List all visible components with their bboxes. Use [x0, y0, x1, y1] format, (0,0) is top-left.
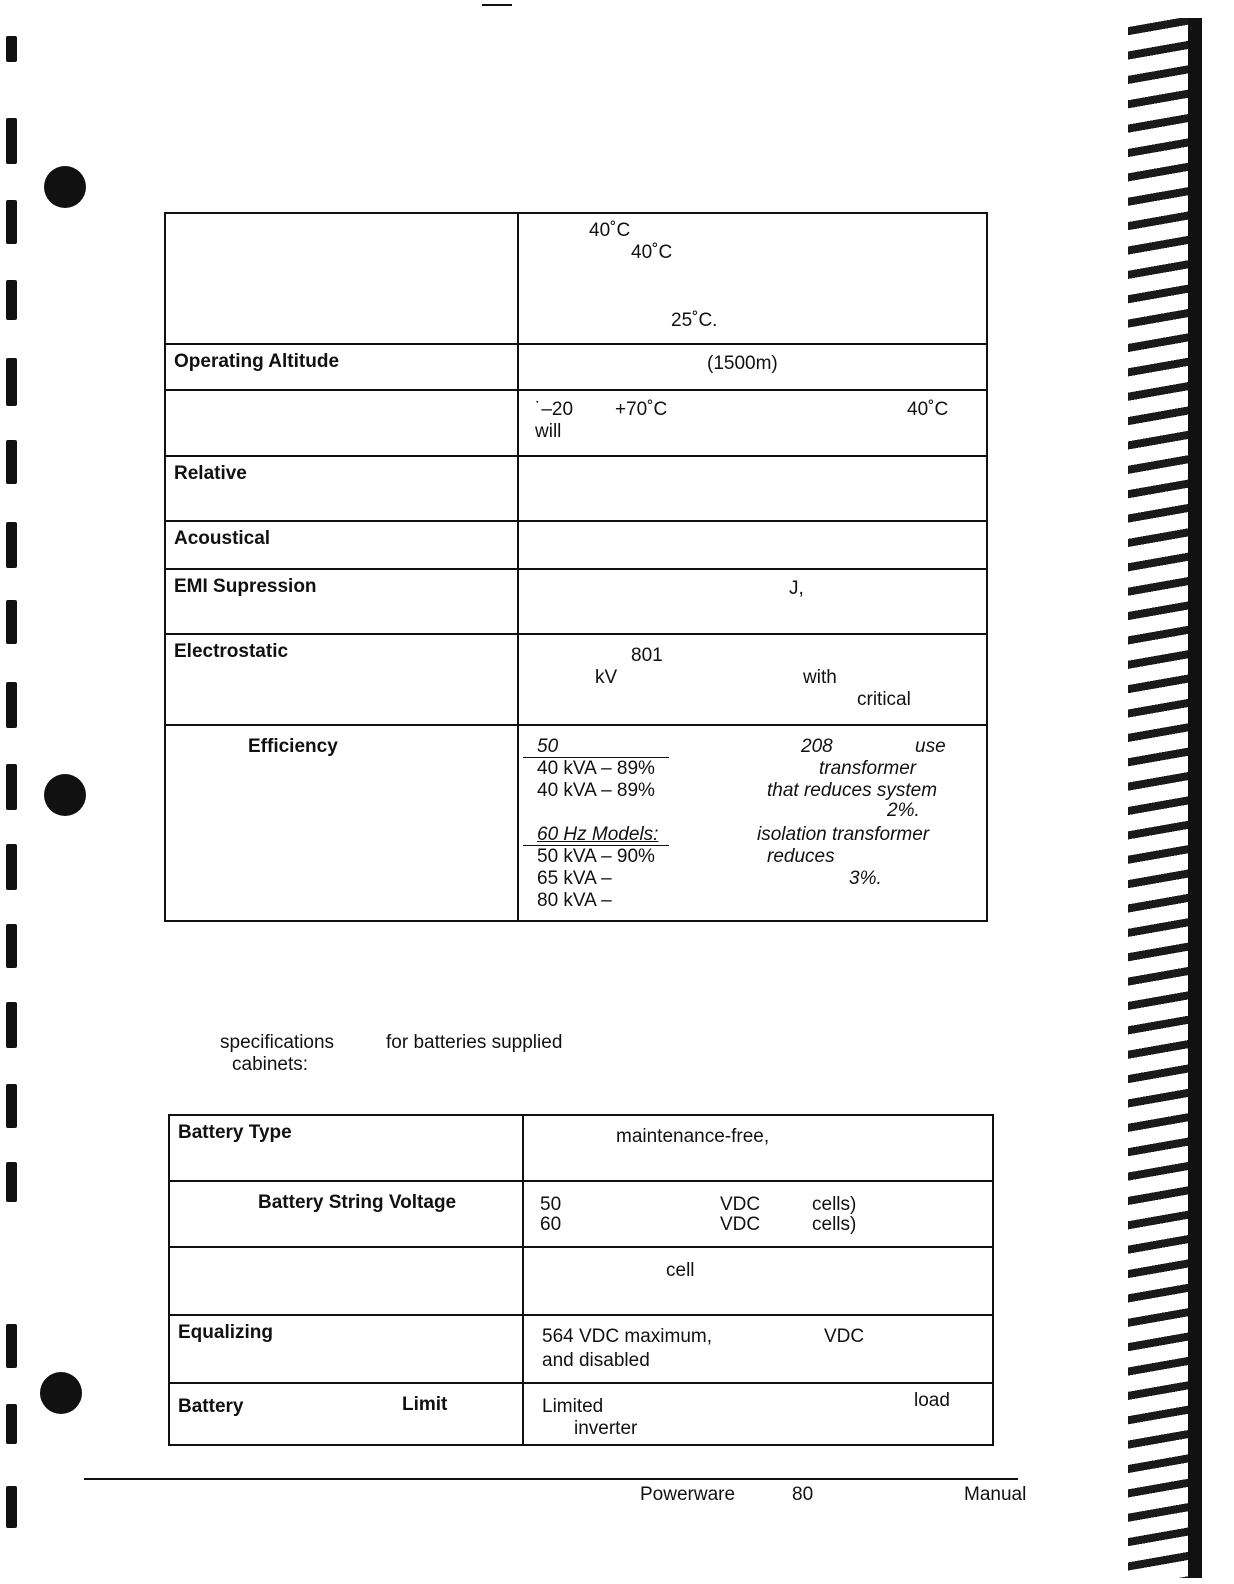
value-text: with: [803, 667, 837, 688]
table-row: [169, 1247, 993, 1315]
punch-mark: [6, 522, 17, 568]
value-text: cells): [812, 1194, 857, 1215]
footer-doc: Manual: [964, 1484, 1027, 1505]
value-text: ˙–20: [535, 399, 574, 420]
value-text: 801: [631, 645, 663, 666]
value-text: maintenance-free,: [616, 1126, 770, 1147]
value-text: cell: [666, 1260, 695, 1281]
value-text: (1500m): [707, 353, 778, 374]
table-row: [165, 456, 987, 521]
footer-brand: Powerware: [640, 1484, 736, 1505]
table-row: [165, 521, 987, 569]
row-value: [518, 569, 987, 634]
value-text: critical: [857, 689, 911, 710]
table-row: [169, 1383, 993, 1445]
value-text: 40 kVA – 89%: [537, 780, 655, 801]
row-label: Relative: [165, 456, 518, 521]
row-value: [523, 1115, 993, 1181]
value-text: J,: [789, 578, 804, 599]
punch-mark: [6, 764, 17, 810]
table-row: [165, 344, 987, 390]
punch-mark: [6, 1002, 17, 1048]
value-text: cells): [812, 1214, 857, 1235]
value-text: 25˚C.: [671, 310, 718, 331]
table-row: [165, 725, 987, 921]
value-text: 80 kVA –: [537, 890, 612, 911]
row-value: [523, 1315, 993, 1383]
value-text: that reduces system: [767, 780, 938, 801]
row-label: EMI Supression: [165, 569, 518, 634]
value-text: reduces: [767, 846, 835, 867]
punch-mark: [6, 280, 17, 320]
row-label: [165, 213, 518, 344]
punch-mark: [6, 440, 17, 484]
row-value: [518, 390, 987, 456]
footer-model: 80: [792, 1484, 814, 1505]
binder-hole: [44, 774, 86, 816]
row-value: [523, 1181, 993, 1247]
value-text: VDC: [720, 1194, 761, 1215]
table-row: [169, 1115, 993, 1181]
value-text: will: [535, 421, 562, 442]
value-text: 208: [801, 736, 833, 757]
punch-mark: [6, 1404, 17, 1444]
value-text: use: [915, 736, 946, 757]
punch-mark: [6, 924, 17, 968]
row-label: Equalizing: [169, 1315, 523, 1383]
value-text: 60: [540, 1214, 562, 1235]
value-text: 40 kVA – 89%: [537, 758, 655, 779]
punch-mark: [6, 682, 17, 728]
value-text: 564 VDC maximum,: [542, 1326, 712, 1347]
value-text: 40˚C: [631, 242, 673, 263]
table-row: [169, 1315, 993, 1383]
row-label: Battery String Voltage: [169, 1181, 523, 1247]
value-text: 60 Hz Models:: [537, 824, 659, 845]
table-row: [165, 390, 987, 456]
row-label: Operating Altitude: [165, 344, 518, 390]
table-row: [165, 634, 987, 725]
value-text: inverter: [574, 1418, 638, 1439]
top-mark: [482, 4, 512, 6]
punch-mark: [6, 1324, 17, 1368]
intro-line-1b: for batteries supplied: [386, 1032, 563, 1053]
row-value: [523, 1383, 993, 1445]
row-value: [523, 1247, 993, 1315]
value-text: 40˚C: [589, 220, 631, 241]
row-value: [518, 725, 987, 921]
value-text: VDC: [720, 1214, 761, 1235]
punch-mark: [6, 1162, 17, 1202]
row-label: Battery Type: [169, 1115, 523, 1181]
row-label: [169, 1247, 523, 1315]
punch-mark: [6, 358, 17, 406]
intro-line-1a: specifications: [220, 1032, 335, 1053]
value-text: 50: [540, 1194, 562, 1215]
row-value: [518, 344, 987, 390]
binder-hole: [44, 166, 86, 208]
table-row: [165, 569, 987, 634]
value-text: isolation transformer: [757, 824, 930, 845]
value-text: load: [914, 1390, 950, 1411]
spiral-binding: [1128, 18, 1202, 1578]
value-text: 2%.: [887, 800, 920, 821]
row-value: [518, 521, 987, 569]
punch-mark: [6, 200, 17, 244]
value-text: 50: [537, 736, 559, 757]
value-text: +70˚C: [615, 399, 668, 420]
value-text: transformer: [819, 758, 917, 779]
punch-mark: [6, 844, 17, 890]
punch-mark: [6, 118, 17, 164]
table-row: [165, 213, 987, 344]
row-value: [518, 634, 987, 725]
value-text: kV: [595, 667, 618, 688]
punch-mark: [6, 1084, 17, 1128]
value-text: VDC: [824, 1326, 865, 1347]
value-text: and disabled: [542, 1350, 650, 1371]
row-label: Efficiency: [165, 725, 518, 921]
row-label: Acoustical: [165, 521, 518, 569]
row-label: Electrostatic: [165, 634, 518, 725]
value-text: 40˚C: [907, 399, 949, 420]
punch-mark: [6, 1486, 17, 1528]
binder-hole: [40, 1372, 82, 1414]
intro-line-2: cabinets:: [232, 1054, 309, 1075]
punch-mark: [6, 600, 17, 644]
footer-rule: [84, 1478, 1018, 1480]
row-value: [518, 213, 987, 344]
environment-spec-table: [164, 212, 988, 922]
table-row: [169, 1181, 993, 1247]
battery-spec-table: [168, 1114, 994, 1446]
value-text: Limited: [542, 1396, 604, 1417]
value-text: 3%.: [849, 868, 882, 889]
value-text: 65 kVA –: [537, 868, 612, 889]
row-label: Battery Limit: [169, 1383, 523, 1445]
punch-mark: [6, 36, 17, 62]
row-value: [518, 456, 987, 521]
row-label: [165, 390, 518, 456]
value-text: 50 kVA – 90%: [537, 846, 655, 867]
